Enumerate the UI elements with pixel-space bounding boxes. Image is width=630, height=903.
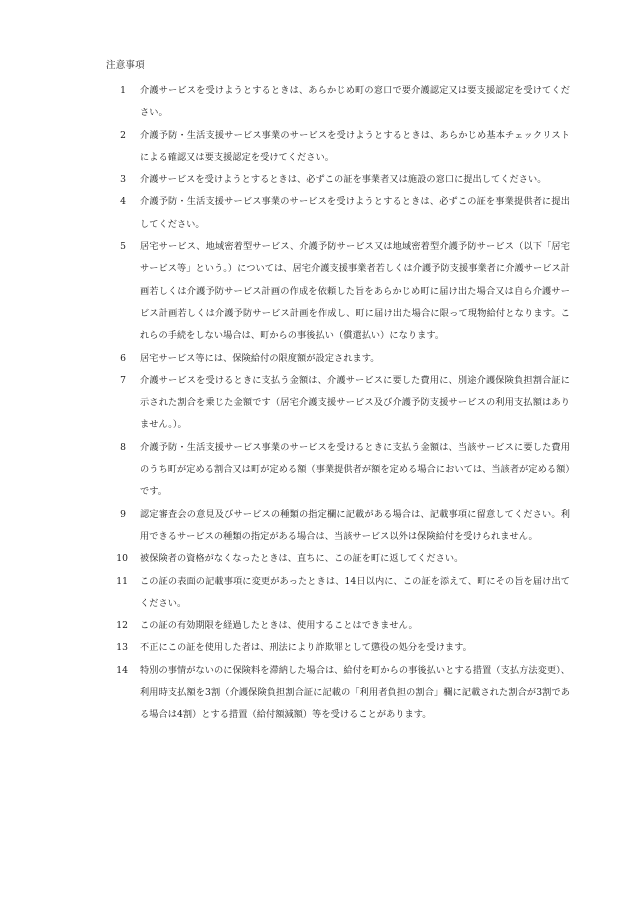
- note-number: 6: [120, 352, 126, 364]
- note-text: 介護サービスを受けるときに支払う金額は、介護サービスに要した費用に、別途介護保険負担割合証に示された割合を乗じた金額です（居宅介護支援サービス及び介護予防支援サービスの利用支払額はありません。）。: [140, 374, 570, 431]
- note-number: 1: [120, 85, 126, 96]
- notes-list: [118, 80, 570, 727]
- note-item: [118, 548, 570, 570]
- note-number: 4: [120, 196, 126, 208]
- note-item: [118, 348, 570, 370]
- note-item: [118, 80, 570, 125]
- note-number: 8: [120, 441, 126, 453]
- note-item: [118, 370, 570, 437]
- note-text: 不正にこの証を使用した者は、刑法により詐欺罪として懲役の処分を受けます。: [140, 642, 472, 654]
- note-text: 介護サービスを受けようとするときは、あらかじめ町の窓口で要介護認定又は要支援認定を受けてください。: [140, 85, 570, 119]
- note-text: 居宅サービス、地域密着型サービス、介護予防サービス又は地域密着型介護予防サービス（以下「居宅サービス等」という。）については、居宅介護支援事業者若しくは介護予防支援事業者に介護サービス計画若しくは介護予防サービス計画の作成を依頼した旨をあらかじめ町に届け出た場合又は自ら介護サービス計画若しくは介護予防サービス計画を作成し、町に届け出た場合に限って現物給付となります。これらの手続をしない場合は、町からの事後払い（償還払い）になります。: [140, 241, 570, 342]
- note-text: 介護予防・生活支援サービス事業のサービスを受けるときに支払う金額は、当該サービスに要した費用のうち町が定める割合又は町が定める額（事業提供者が額を定める場合においては、当該者が定める額）です。: [140, 441, 570, 498]
- note-text: 認定審査会の意見及びサービスの種類の指定欄に記載がある場合は、記載事項に留意してください。利用できるサービスの種類の指定がある場合は、当該サービス以外は保険給付を受けられません。: [140, 508, 570, 542]
- note-text: この証の表面の記載事項に変更があったときは、14日以内に、この証を添えて、町にその旨を届け出てください。: [140, 575, 570, 609]
- page-title: 注意事項: [106, 60, 145, 71]
- note-number: 13: [116, 642, 128, 654]
- note-text: 介護サービスを受けようとするときは、必ずこの証を事業者又は施設の窓口に提出してください。: [140, 174, 547, 186]
- note-item: [118, 169, 570, 191]
- note-number: 9: [120, 508, 126, 520]
- note-text: この証の有効期限を経過したときは、使用することはできません。: [140, 620, 418, 632]
- note-number: 14: [116, 664, 128, 676]
- note-number: 10: [116, 553, 128, 565]
- note-item: [118, 236, 570, 347]
- note-text: 特別の事情がないのに保険料を滞納した場合は、給付を町からの事後払いとする措置（支払方法変更）、利用時支払額を3割（介護保険負担割合証に記載の「利用者負担の割合」欄に記載された割合が3割である場合は4割）とする措置（給付額減額）等を受けることがあります。: [140, 664, 570, 721]
- note-item: [118, 437, 570, 504]
- note-item: [118, 615, 570, 637]
- note-number: 3: [120, 174, 126, 186]
- note-item: [118, 504, 570, 549]
- note-number: 7: [120, 374, 126, 386]
- note-text: 介護予防・生活支援サービス事業のサービスを受けようとするときは、あらかじめ基本チェックリストによる確認又は要支援認定を受けてください。: [140, 129, 570, 163]
- note-number: 5: [120, 241, 126, 253]
- note-item: [118, 191, 570, 236]
- note-number: 12: [116, 620, 128, 632]
- note-text: 被保険者の資格がなくなったときは、直ちに、この証を町に返してください。: [140, 553, 464, 565]
- note-item: [118, 125, 570, 170]
- note-item: [118, 571, 570, 616]
- note-number: 11: [116, 575, 128, 587]
- note-item: [118, 660, 570, 727]
- note-item: [118, 637, 570, 659]
- note-number: 2: [120, 129, 126, 141]
- note-text: 介護予防・生活支援サービス事業のサービスを受けようとするときは、必ずこの証を事業提供者に提出してください。: [140, 196, 570, 230]
- note-text: 居宅サービス等には、保険給付の限度額が設定されます。: [140, 352, 380, 364]
